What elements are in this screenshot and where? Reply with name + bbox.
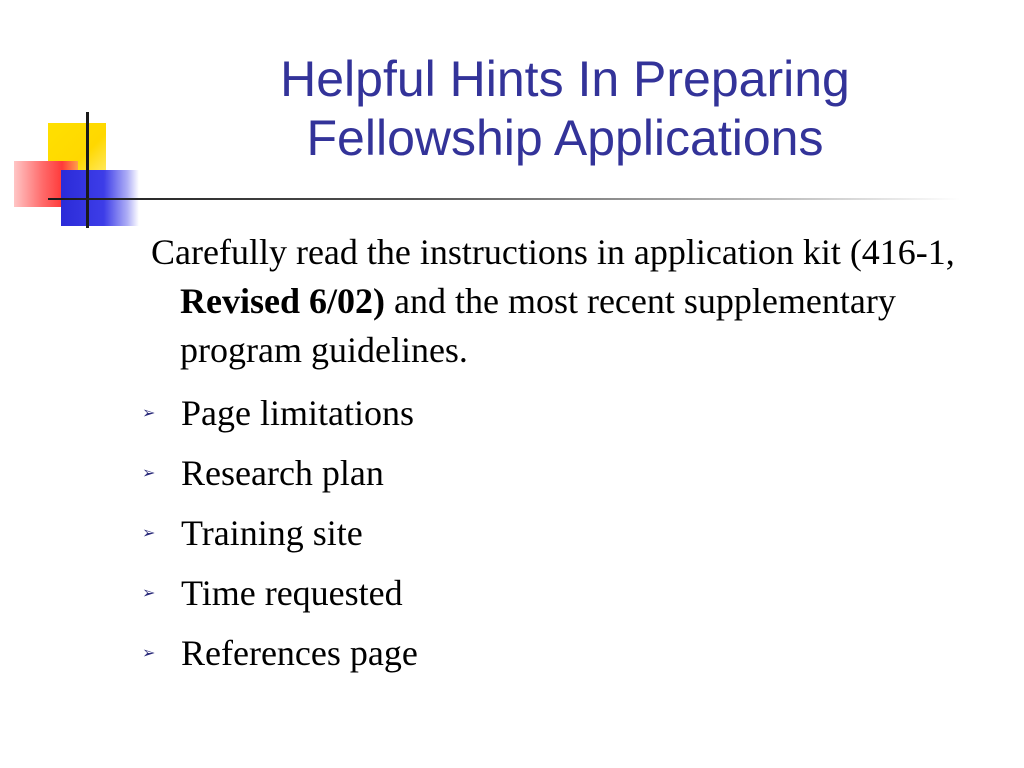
list-item [140,503,1000,563]
list-item-label: Research plan [181,453,384,493]
title-line-1: Helpful Hints In Preparing [280,51,850,107]
list-item-label: Page limitations [181,393,414,433]
arrow-bullet-icon: ➢ [142,523,156,542]
arrow-bullet-icon: ➢ [142,583,156,602]
arrow-bullet-icon: ➢ [142,403,156,422]
intro-text-part-2: and the most recent supplementary program guidelines. [180,281,896,370]
vertical-rule [86,112,89,228]
title-line-2: Fellowship Applications [306,110,824,166]
list-item-label: Training site [181,513,363,553]
list-item [140,443,1000,503]
list-item-label: Time requested [181,573,403,613]
bullet-list [140,383,1000,683]
slide-body [140,228,1000,683]
intro-paragraph [140,228,1000,375]
arrow-bullet-icon: ➢ [142,643,156,662]
slide-title [140,50,990,168]
list-item-label: References page [181,633,418,673]
intro-revision-bold: Revised 6/02) [180,281,385,321]
list-item [140,383,1000,443]
intro-text-part-1: Carefully read the instructions in application kit (416-1, [151,232,955,272]
arrow-bullet-icon: ➢ [142,463,156,482]
list-item [140,563,1000,623]
list-item [140,623,1000,683]
title-underline-rule [48,198,960,200]
